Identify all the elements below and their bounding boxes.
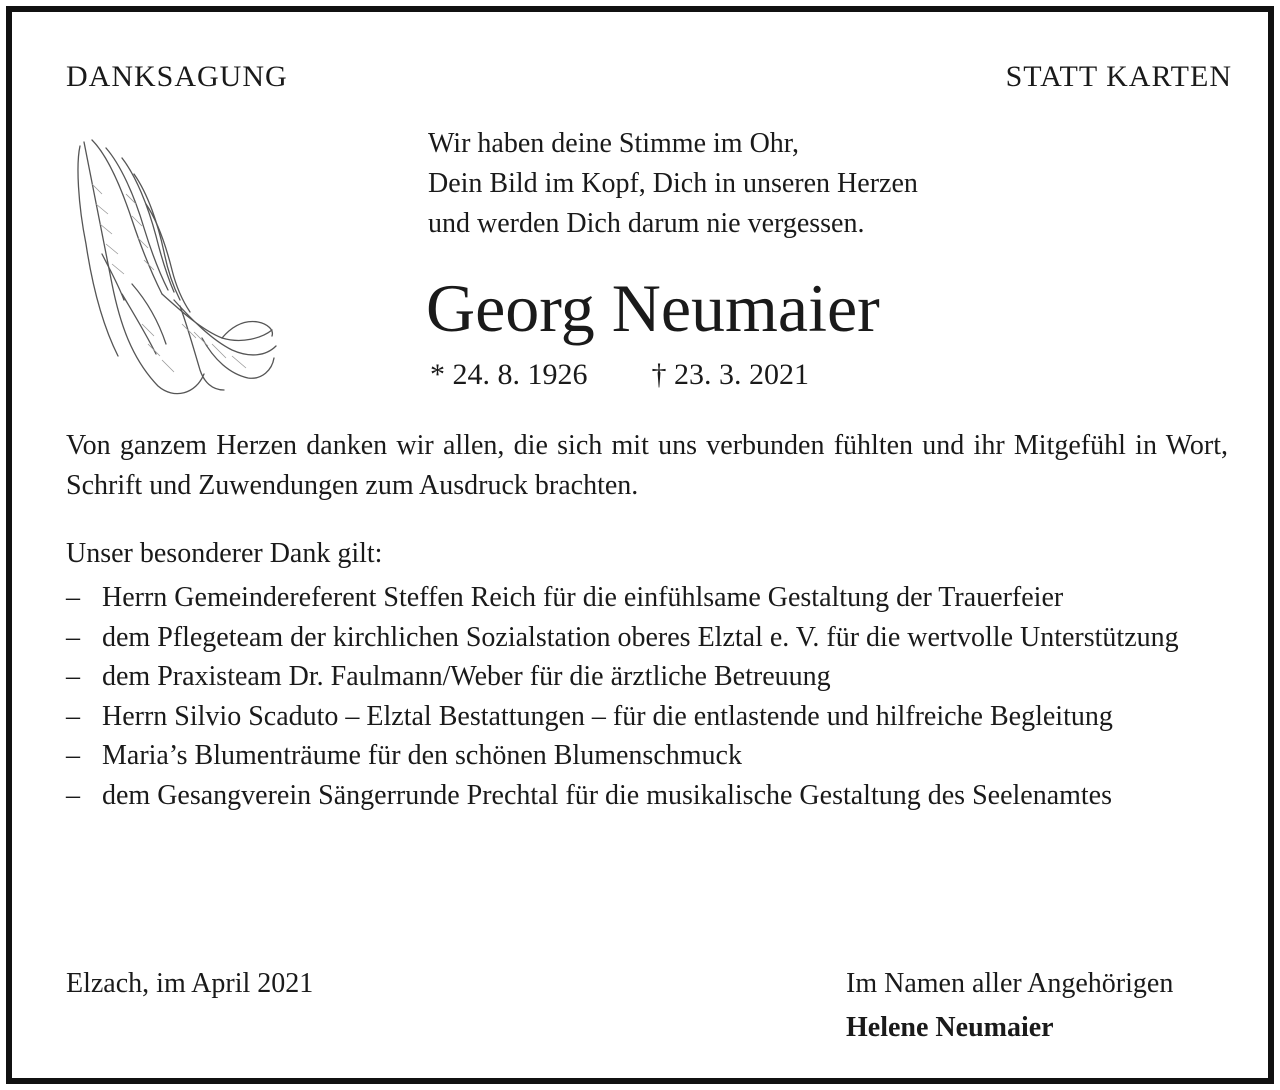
list-item-text: Herrn Gemeindereferent Steffen Reich für die einfühlsame Gestaltung der Trauerfeier [102, 582, 1064, 613]
list-item [66, 736, 1236, 776]
list-dash: – [66, 582, 80, 613]
list-item [66, 776, 1236, 816]
verse-line: und werden Dich darum nie vergessen. [428, 208, 865, 239]
list-item [66, 578, 1236, 618]
thanks-paragraph: Von ganzem Herzen danken wir allen, die sich mit uns verbunden fühlten und ihr Mitgefühl in Wort, Schrift und Zuwendungen zum Ausdruck brachten. [66, 430, 1228, 501]
verse-line: Dein Bild im Kopf, Dich in unseren Herzen [428, 168, 918, 199]
place-date: Elzach, im April 2021 [66, 968, 314, 999]
special-thanks-intro: Unser besonderer Dank gilt: [66, 538, 383, 569]
list-item-text: dem Pflegeteam der kirchlichen Sozialstation oberes Elztal e. V. für die wertvolle Unterstützung [102, 621, 1179, 653]
list-item-text: Herrn Silvio Scaduto – Elztal Bestattungen – für die entlastende und hilfreiche Begleitung [102, 700, 1113, 732]
verse-line: Wir haben deine Stimme im Ohr, [428, 128, 799, 159]
list-dash: – [66, 779, 80, 811]
memorial-verse [428, 124, 918, 244]
praying-hands-icon [62, 124, 282, 404]
life-dates [430, 358, 809, 392]
death-date: † 23. 3. 2021 [651, 358, 809, 391]
obituary-card [6, 6, 1274, 1084]
list-item [66, 697, 1236, 737]
list-item-text: Maria’s Blumenträume für den schönen Blumenschmuck [102, 740, 742, 771]
header-danksagung: DANKSAGUNG [66, 60, 288, 93]
list-dash: – [66, 740, 80, 771]
list-item-text: dem Gesangverein Sängerrunde Prechtal für die musikalische Gestaltung des Seelenamtes [102, 779, 1113, 811]
list-item-text: dem Praxisteam Dr. Faulmann/Weber für die ärztliche Betreuung [102, 661, 831, 692]
list-item [66, 657, 1236, 697]
list-dash: – [66, 661, 80, 692]
special-thanks-list [66, 578, 1236, 815]
deceased-name: Georg Neumaier [426, 270, 880, 346]
list-dash: – [66, 621, 80, 653]
list-dash: – [66, 700, 80, 732]
signature-line: Im Namen aller Angehörigen [846, 968, 1174, 999]
signature-block [846, 962, 1173, 1050]
birth-date: * 24. 8. 1926 [430, 358, 588, 391]
list-item [66, 618, 1236, 658]
signer-name: Helene Neumaier [846, 1012, 1054, 1043]
header-statt-karten: STATT KARTEN [1005, 60, 1232, 93]
